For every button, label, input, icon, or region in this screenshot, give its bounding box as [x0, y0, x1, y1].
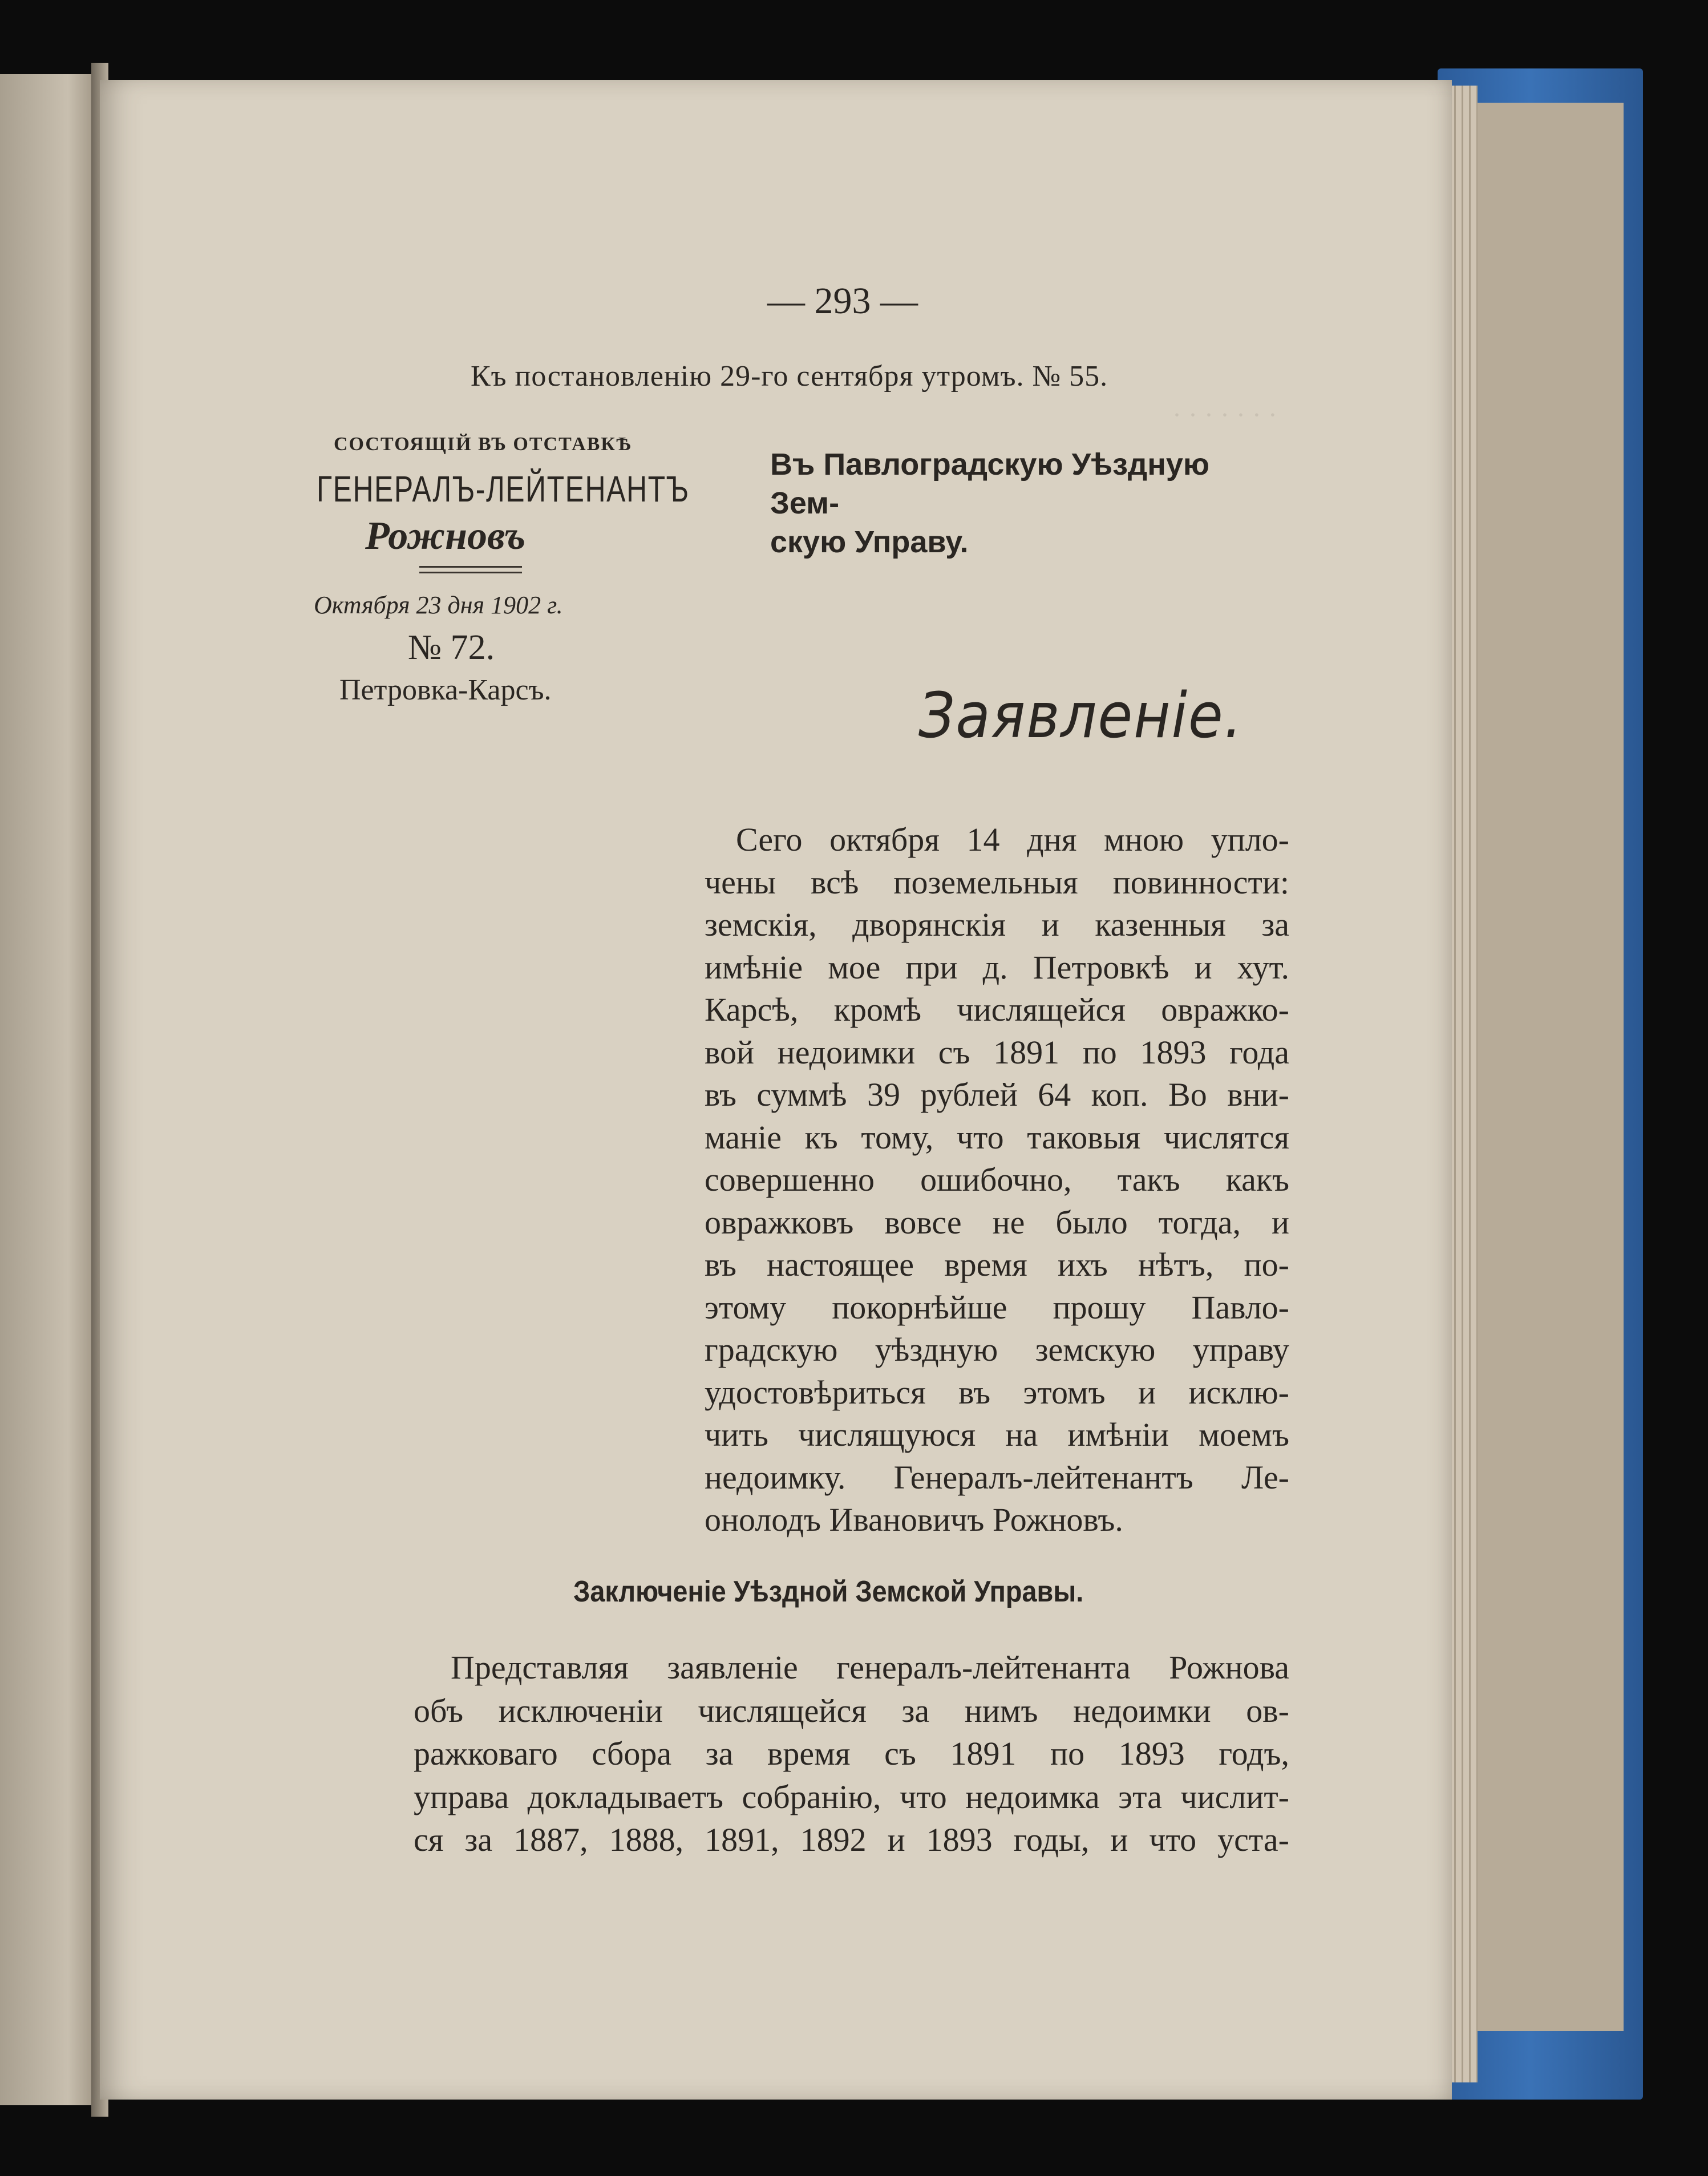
text-line: ражковаго сбора за время съ 1891 по 1893 годъ, [414, 1735, 1289, 1772]
letterhead-place: Петровка-Карсъ. [339, 674, 552, 706]
text-line: совершенно ошибочно, такъ какъ [705, 1161, 1289, 1198]
letterhead-name: Рожновъ [365, 514, 526, 558]
text-line: Карсѣ, кромѣ числящейся овражко- [705, 991, 1289, 1028]
text-line: онолодъ Ивановичъ Рожновъ. [705, 1501, 1123, 1538]
text-line: земскія, дворянскія и казенныя за [705, 906, 1289, 943]
text-line: вой недоимки съ 1891 по 1893 года [705, 1033, 1289, 1071]
text-line: удостовѣриться въ этомъ и исклю- [705, 1373, 1289, 1411]
conclusion-text [414, 1646, 1289, 1862]
left-page-edge [0, 74, 97, 2105]
text-line: овражковъ вовсе не было тогда, и [705, 1203, 1289, 1241]
text-line: въ настоящее время ихъ нѣтъ, по- [705, 1246, 1289, 1283]
address-line: Въ Павлоградскую Уѣздную Зем- [770, 447, 1209, 520]
text-line: ся за 1887, 1888, 1891, 1892 и 1893 годы, и что уста- [414, 1821, 1289, 1858]
text-line: чены всѣ поземельныя повинности: [705, 863, 1289, 901]
back-pages [1460, 103, 1624, 2031]
text-line: управа докладываетъ собранію, что недоимка эта числит- [414, 1778, 1289, 1815]
address-block [770, 445, 1284, 561]
text-line: Представляя заявленіе генералъ-лейтенанта Рожнова [451, 1649, 1289, 1686]
text-line: маніе къ тому, что таковыя числятся [705, 1118, 1289, 1156]
reference-line: Къ постановленію 29-го сентября утромъ. № 55. [471, 360, 1108, 393]
book-page [100, 80, 1452, 2100]
address-line: скую Управу. [770, 525, 969, 559]
text-line: въ суммѣ 39 рублей 64 коп. Во вни- [705, 1076, 1289, 1113]
bleed-through: · · · · · · · [1172, 400, 1277, 430]
page-number: — 293 — [767, 280, 918, 322]
text-line: градскую уѣздную земскую управу [705, 1331, 1289, 1368]
text-line: имѣніе мое при д. Петровкѣ и хут. [705, 948, 1289, 986]
letterhead-date: Октября 23 дня 1902 г. [314, 591, 563, 619]
conclusion-heading: Заключеніе Уѣздной Земской Управы. [573, 1575, 1084, 1608]
text-line: объ исключеніи числящейся за нимъ недоимки ов- [414, 1692, 1289, 1729]
letterhead-status: СОСТОЯЩІЙ ВЪ ОТСТАВКѢ [334, 434, 632, 455]
letterhead-rule [419, 566, 522, 568]
letterhead-rank: ГЕНЕРАЛЪ-ЛЕЙТЕНАНТЪ [317, 468, 690, 509]
text-line: чить числящуюся на имѣніи моемъ [705, 1416, 1289, 1453]
letterhead-rule [419, 572, 522, 573]
letterhead-number: № 72. [408, 628, 495, 667]
statement-text [705, 819, 1289, 1542]
text-line: Сего октября 14 дня мною упло- [736, 821, 1289, 858]
statement-heading: Заявленіе. [918, 679, 1243, 752]
text-line: этому покорнѣйше прошу Павло- [705, 1288, 1289, 1326]
text-line: недоимку. Генералъ-лейтенантъ Ле- [705, 1458, 1289, 1496]
